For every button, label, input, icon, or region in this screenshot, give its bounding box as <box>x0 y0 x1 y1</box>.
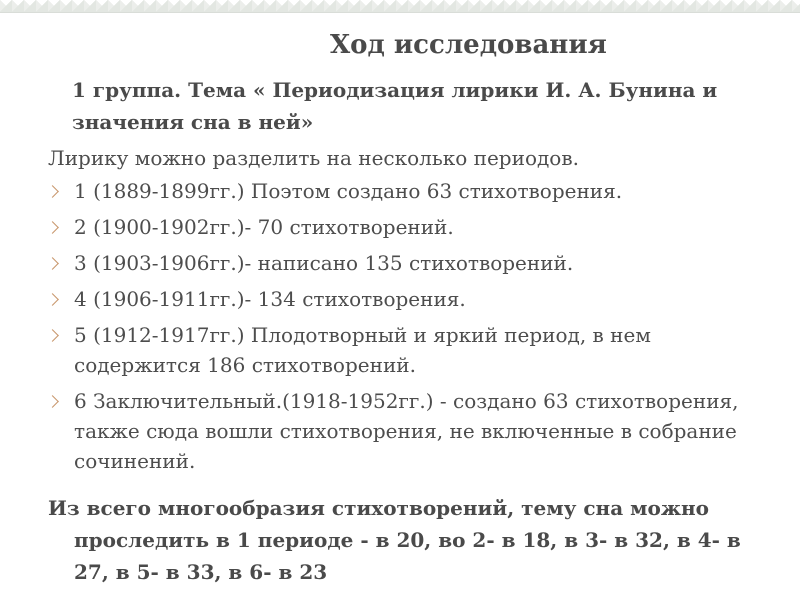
chevron-right-icon <box>46 185 59 198</box>
period-text: 6 Заключительный.(1918-1952гг.) - создано 63 стихотворения, также сюда вошли стихотворения, не включенные в собрание сочинений. <box>74 389 739 473</box>
period-text: 1 (1889-1899гг.) Поэтом создано 63 стихотворения. <box>74 179 623 203</box>
decorative-top-band <box>0 0 800 12</box>
chevron-right-icon <box>46 293 59 306</box>
period-list <box>48 176 768 482</box>
chevron-right-icon <box>46 257 59 270</box>
period-list-item <box>48 212 768 242</box>
group-heading-line-1: 1 группа. Тема « Периодизация лирики И. А. Бунина и <box>72 78 718 102</box>
period-list-item <box>48 320 768 380</box>
top-band-divider <box>0 12 800 13</box>
conclusion-line-2: проследить в 1 периоде - в 20, во 2- в 18, в 3- в 32, в 4- в 27, в 5- в 33, в 6- в 23 <box>74 528 741 584</box>
period-list-item <box>48 176 768 206</box>
chevron-right-icon <box>46 395 59 408</box>
slide-title: Ход исследования <box>330 30 607 60</box>
conclusion <box>48 492 768 588</box>
conclusion-line-1: Из всего многообразия стихотворений, тему сна можно <box>48 496 710 520</box>
period-text: 4 (1906-1911гг.)- 134 стихотворения. <box>74 287 466 311</box>
period-text: 5 (1912-1917гг.) Плодотворный и яркий период, в нем содержится 186 стихотворений. <box>74 323 651 377</box>
period-list-item <box>48 386 768 476</box>
chevron-right-icon <box>46 221 59 234</box>
period-list-item <box>48 284 768 314</box>
group-heading <box>72 74 772 138</box>
period-list-item <box>48 248 768 278</box>
group-heading-line-2: значения сна в ней» <box>72 110 314 134</box>
period-text: 2 (1900-1902гг.)- 70 стихотворений. <box>74 215 454 239</box>
chevron-right-icon <box>46 329 59 342</box>
intro-text: Лирику можно разделить на несколько периодов. <box>48 146 579 170</box>
period-text: 3 (1903-1906гг.)- написано 135 стихотворений. <box>74 251 574 275</box>
